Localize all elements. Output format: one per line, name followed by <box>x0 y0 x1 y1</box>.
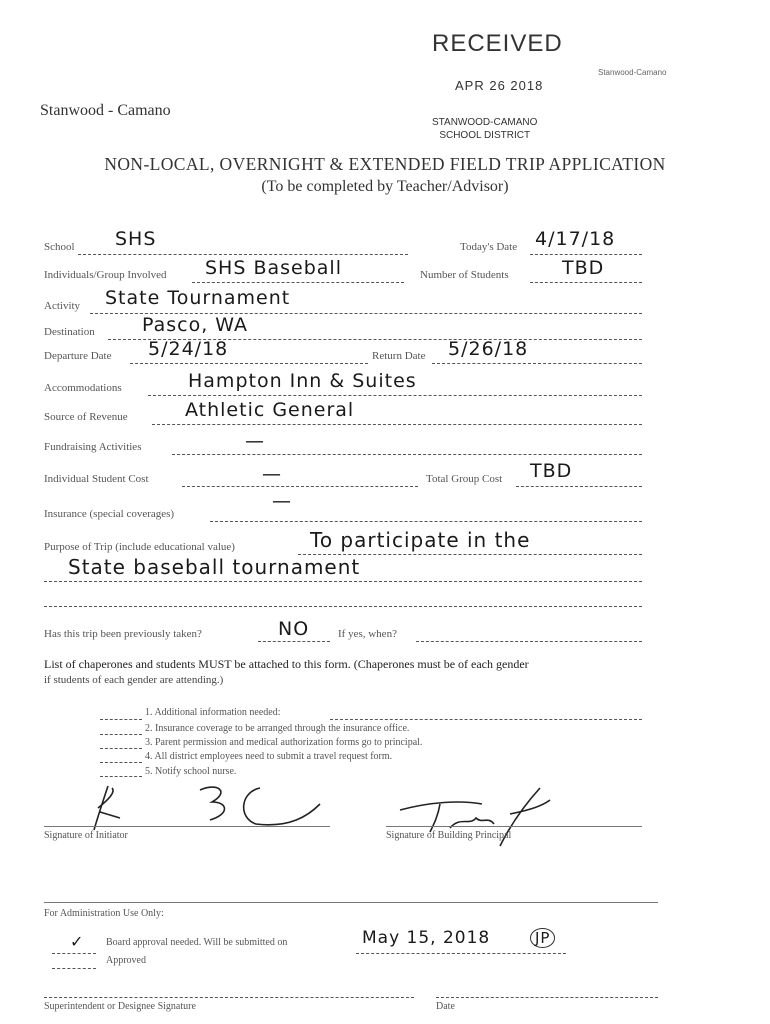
todays-date-label: Today's Date <box>460 241 518 253</box>
fundraising-value: — <box>245 430 265 452</box>
destination-label: Destination <box>44 326 95 338</box>
purpose-value-line1: To participate in the <box>310 528 531 552</box>
group-label: Individuals/Group Involved <box>44 269 167 281</box>
chaperones-text-2: if students of each gender are attending.) <box>44 674 224 686</box>
revenue-value: Athletic General <box>185 399 355 421</box>
board-date-value: May 15, 2018 <box>362 928 491 948</box>
received-date: APR 26 2018 <box>455 78 544 93</box>
checklist-item-2: 2. Insurance coverage to be arranged through the insurance office. <box>145 723 410 734</box>
checklist-item-4: 4. All district employees need to submit a travel request form. <box>145 751 393 762</box>
initiator-signature-label: Signature of Initiator <box>44 830 128 841</box>
accommodations-value: Hampton Inn & Suites <box>188 370 417 392</box>
destination-value: Pasco, WA <box>142 314 249 336</box>
departure-label: Departure Date <box>44 350 112 362</box>
approved-label: Approved <box>106 955 146 966</box>
insurance-label: Insurance (special coverages) <box>44 508 175 520</box>
superintendent-date-label: Date <box>436 1001 455 1012</box>
fundraising-label: Fundraising Activities <box>44 441 142 453</box>
purpose-value-line2: State baseball tournament <box>68 555 361 579</box>
student-cost-value: — <box>262 463 282 485</box>
departure-value: 5/24/18 <box>148 338 229 360</box>
activity-label: Activity <box>44 300 81 312</box>
previous-value: NO <box>278 618 310 640</box>
school-value: SHS <box>115 228 157 250</box>
stamp-district: STANWOOD-CAMANO SCHOOL DISTRICT <box>432 117 538 141</box>
revenue-label: Source of Revenue <box>44 411 128 423</box>
form-subtitle: (To be completed by Teacher/Advisor) <box>261 178 509 195</box>
previous-when-label: If yes, when? <box>338 628 397 640</box>
stamp-side-text: Stanwood-Camano <box>598 68 667 77</box>
superintendent-signature-label: Superintendent or Designee Signature <box>44 1001 196 1012</box>
previous-label: Has this trip been previously taken? <box>44 628 202 640</box>
board-initials: JP <box>530 928 555 948</box>
return-label: Return Date <box>372 350 426 362</box>
school-label: School <box>44 241 75 253</box>
checklist-item-1: 1. Additional information needed: <box>145 707 281 718</box>
district-name: Stanwood - Camano <box>40 102 171 119</box>
board-approval-label: Board approval needed. Will be submitted on <box>106 937 288 948</box>
received-stamp: RECEIVED <box>432 30 563 57</box>
admin-header: For Administration Use Only: <box>44 908 164 919</box>
group-cost-label: Total Group Cost <box>426 473 503 485</box>
accommodations-label: Accommodations <box>44 382 122 394</box>
form-title: NON-LOCAL, OVERNIGHT & EXTENDED FIELD TRIP APPLICATION <box>104 154 666 174</box>
num-students-value: TBD <box>562 257 605 279</box>
group-value: SHS Baseball <box>205 257 342 279</box>
checklist-item-5: 5. Notify school nurse. <box>145 766 237 777</box>
checklist-item-3: 3. Parent permission and medical authorization forms go to principal. <box>145 737 423 748</box>
initiator-signature <box>60 778 340 838</box>
return-value: 5/26/18 <box>448 338 529 360</box>
chaperones-text-1: List of chaperones and students MUST be attached to this form. (Chaperones must be of each gender <box>44 657 529 671</box>
activity-value: State Tournament <box>105 287 291 309</box>
principal-signature-label: Signature of Building Principal <box>386 830 512 841</box>
purpose-label: Purpose of Trip (include educational value) <box>44 541 235 553</box>
student-cost-label: Individual Student Cost <box>44 473 149 485</box>
board-check-mark: ✓ <box>70 932 85 951</box>
insurance-value: — <box>272 490 292 512</box>
group-cost-value: TBD <box>530 460 573 482</box>
todays-date-value: 4/17/18 <box>535 228 616 250</box>
num-students-label: Number of Students <box>420 269 509 281</box>
